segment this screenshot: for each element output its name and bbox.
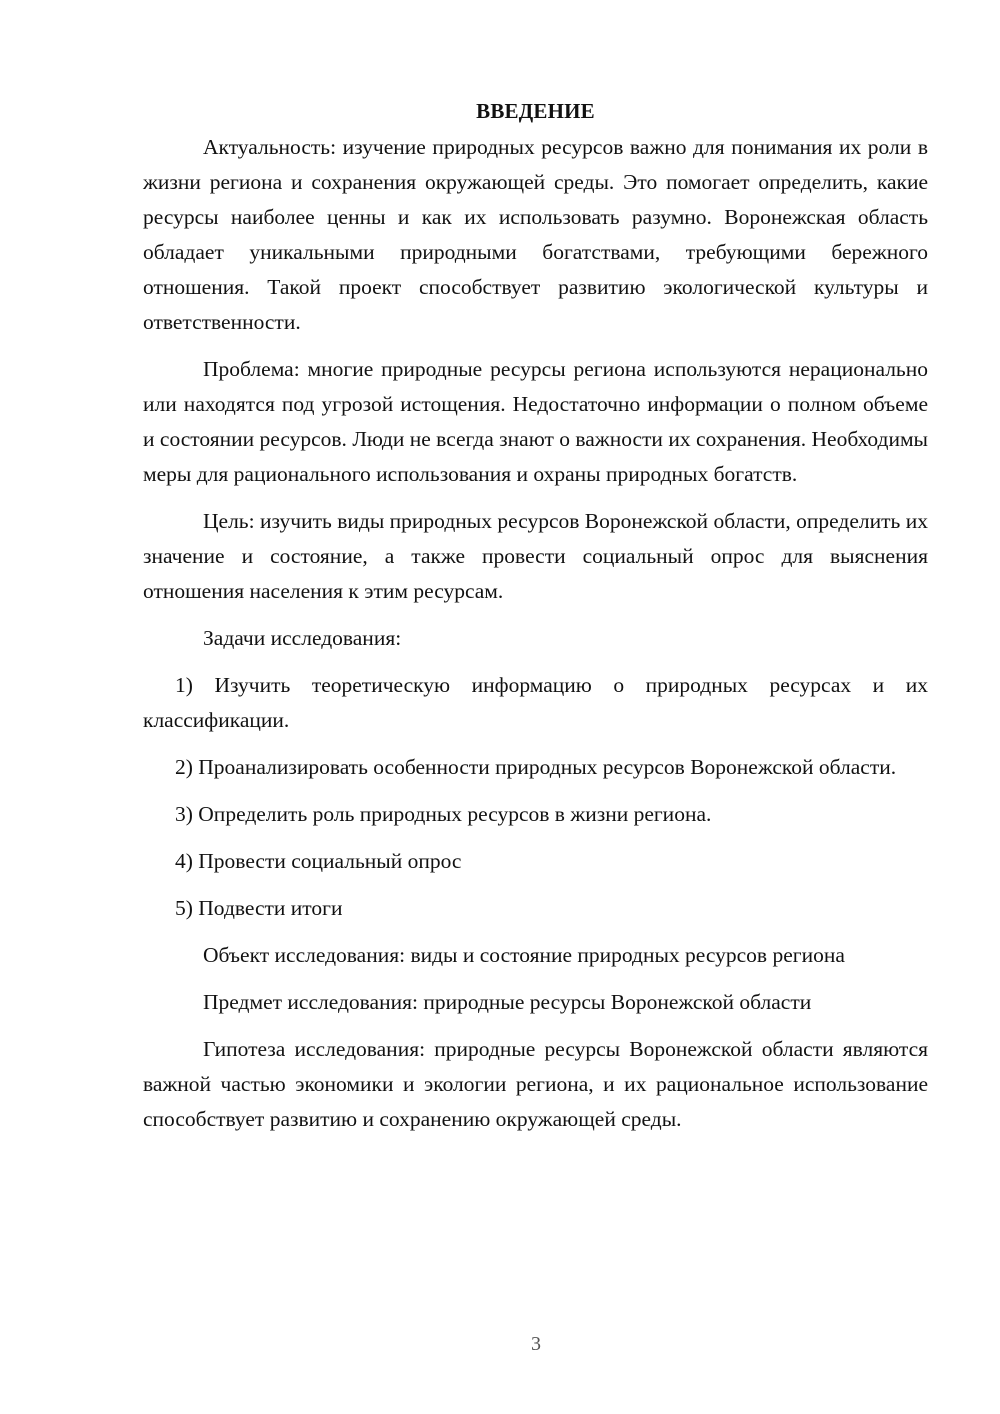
task-item-1: 1) Изучить теоретическую информацию о природных ресурсах и их классификации. <box>143 673 928 732</box>
object-paragraph: Объект исследования: виды и состояние природных ресурсов региона <box>203 943 845 967</box>
section-title: ВВЕДЕНИЕ <box>476 99 595 123</box>
relevance-paragraph: Актуальность: изучение природных ресурсов важно для понимания их роли в жизни региона и сохранения окружающей среды. Это помогает определить, какие ресурсы наиболее ценны и как их использовать разумно. Воронежская область обладает уникальными природными богатствами, требующими бережного отношения. Такой проект способствует развитию экологической культуры и ответственности. <box>143 135 928 334</box>
tasks-heading: Задачи исследования: <box>203 626 402 650</box>
hypothesis-paragraph: Гипотеза исследования: природные ресурсы Воронежской области являются важной частью экономики и экологии региона, и их рациональное использование способствует развитию и сохранению окружающей среды. <box>143 1037 928 1131</box>
page-number: 3 <box>531 1333 541 1355</box>
task-item-2: 2) Проанализировать особенности природных ресурсов Воронежской области. <box>175 755 897 779</box>
document-page <box>143 96 928 1137</box>
goal-paragraph: Цель: изучить виды природных ресурсов Воронежской области, определить их значение и состояние, а также провести социальный опрос для выяснения отношения населения к этим ресурсам. <box>143 509 928 603</box>
subject-paragraph: Предмет исследования: природные ресурсы Воронежской области <box>203 990 812 1014</box>
problem-paragraph: Проблема: многие природные ресурсы региона используются нерационально или находятся под угрозой истощения. Недостаточно информации о полном объеме и состоянии ресурсов. Люди не всегда знают о важности их сохранения. Необходимы меры для рационального использования и охраны природных богатств. <box>143 357 928 486</box>
task-item-3: 3) Определить роль природных ресурсов в жизни региона. <box>175 802 712 826</box>
task-item-5: 5) Подвести итоги <box>175 896 343 920</box>
task-item-4: 4) Провести социальный опрос <box>175 849 462 873</box>
